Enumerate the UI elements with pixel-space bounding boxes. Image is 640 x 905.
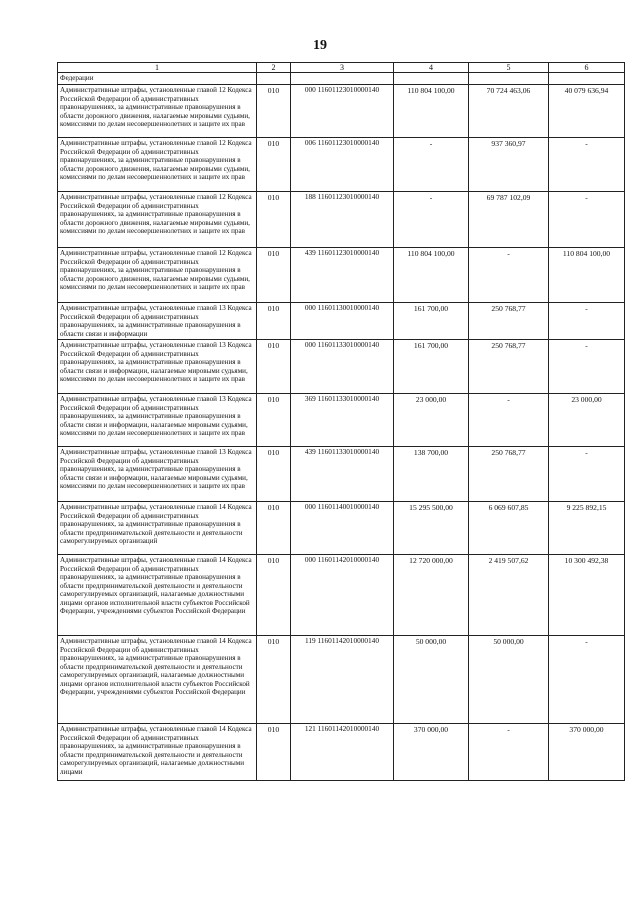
column-number: 2	[257, 63, 291, 73]
row-approved: 161 700,00	[394, 303, 469, 340]
row-name: Административные штрафы, установленные главой 12 Кодекса Российской Федерации об административных правонарушениях, за административные правонарушения в области дорожного движения, налагаемые мировыми судьями, комиссиями по делам несовершеннолетних и защите их прав	[58, 248, 257, 303]
column-number: 4	[394, 63, 469, 73]
row-executed: 937 360,97	[469, 138, 549, 192]
continuation-row	[58, 73, 625, 85]
row-name: Административные штрафы, установленные главой 14 Кодекса Российской Федерации об административных правонарушениях, за административные правонарушения в области предпринимательской деятельности и деятельности саморегулируемых организаций, налагаемые должностными лицами	[58, 724, 257, 781]
row-code: 010	[257, 192, 291, 248]
continuation-text: Федерации	[58, 73, 257, 85]
row-approved: -	[394, 138, 469, 192]
row-unexecuted: -	[549, 192, 625, 248]
row-code: 010	[257, 340, 291, 394]
row-kbk: 439 11601133010000140	[291, 447, 394, 502]
column-number: 3	[291, 63, 394, 73]
row-executed: 50 000,00	[469, 636, 549, 724]
table-row	[58, 248, 625, 303]
row-code: 010	[257, 724, 291, 781]
row-unexecuted: -	[549, 303, 625, 340]
row-approved: 15 295 500,00	[394, 502, 469, 555]
table-row	[58, 724, 625, 781]
row-executed: 69 787 102,09	[469, 192, 549, 248]
row-kbk: 000 11601130010000140	[291, 303, 394, 340]
row-unexecuted: 40 079 636,94	[549, 85, 625, 138]
row-unexecuted: -	[549, 340, 625, 394]
row-unexecuted: -	[549, 447, 625, 502]
row-kbk: 121 11601142010000140	[291, 724, 394, 781]
row-executed: 250 768,77	[469, 303, 549, 340]
table-row	[58, 394, 625, 447]
row-kbk: 439 11601123010000140	[291, 248, 394, 303]
row-executed: -	[469, 394, 549, 447]
row-unexecuted: 370 000,00	[549, 724, 625, 781]
row-approved: 110 804 100,00	[394, 85, 469, 138]
table-row	[58, 502, 625, 555]
row-approved: -	[394, 192, 469, 248]
table-row	[58, 340, 625, 394]
table-row	[58, 303, 625, 340]
row-unexecuted: -	[549, 636, 625, 724]
column-number: 5	[469, 63, 549, 73]
row-code: 010	[257, 636, 291, 724]
table-row	[58, 447, 625, 502]
row-executed: 250 768,77	[469, 340, 549, 394]
row-code: 010	[257, 85, 291, 138]
row-approved: 161 700,00	[394, 340, 469, 394]
table-row	[58, 192, 625, 248]
column-number-row	[58, 63, 625, 73]
row-kbk: 000 11601142010000140	[291, 555, 394, 636]
row-code: 010	[257, 303, 291, 340]
row-name: Административные штрафы, установленные главой 14 Кодекса Российской Федерации об административных правонарушениях, за административные правонарушения в области предпринимательской деятельности и деятельности саморегулируемых организаций, налагаемые должностными лицами органов исполнительной власти субъектов Российской Федерации, учреждениями субъектов Российской Федерации	[58, 555, 257, 636]
row-kbk: 188 11601123010000140	[291, 192, 394, 248]
row-approved: 138 700,00	[394, 447, 469, 502]
row-approved: 12 720 000,00	[394, 555, 469, 636]
row-name: Административные штрафы, установленные главой 14 Кодекса Российской Федерации об административных правонарушениях, за административные правонарушения в области предпринимательской деятельности и деятельности саморегулируемых организаций	[58, 502, 257, 555]
row-code: 010	[257, 248, 291, 303]
row-kbk: 000 11601133010000140	[291, 340, 394, 394]
column-number: 1	[58, 63, 257, 73]
row-unexecuted: 10 300 492,38	[549, 555, 625, 636]
row-name: Административные штрафы, установленные главой 12 Кодекса Российской Федерации об административных правонарушениях, за административные правонарушения в области дорожного движения, налагаемые мировыми судьями, комиссиями по делам несовершеннолетних и защите их прав	[58, 85, 257, 138]
row-executed: 70 724 463,06	[469, 85, 549, 138]
row-approved: 370 000,00	[394, 724, 469, 781]
row-name: Административные штрафы, установленные главой 12 Кодекса Российской Федерации об административных правонарушениях, за административные правонарушения в области дорожного движения, налагаемые мировыми судьями, комиссиями по делам несовершеннолетних и защите их прав	[58, 192, 257, 248]
row-code: 010	[257, 138, 291, 192]
row-approved: 110 804 100,00	[394, 248, 469, 303]
row-code: 010	[257, 555, 291, 636]
row-kbk: 000 11601123010000140	[291, 85, 394, 138]
row-code: 010	[257, 447, 291, 502]
report-table	[57, 62, 625, 781]
row-executed: -	[469, 724, 549, 781]
row-executed: 6 069 607,85	[469, 502, 549, 555]
row-name: Административные штрафы, установленные главой 13 Кодекса Российской Федерации об административных правонарушениях, за административные правонарушения в области связи и информации, налагаемые мировыми судьями, комиссиями по делам несовершеннолетних и защите их прав	[58, 394, 257, 447]
table-row	[58, 636, 625, 724]
row-unexecuted: 23 000,00	[549, 394, 625, 447]
row-unexecuted: 110 804 100,00	[549, 248, 625, 303]
row-unexecuted: 9 225 892,15	[549, 502, 625, 555]
row-name: Административные штрафы, установленные главой 14 Кодекса Российской Федерации об административных правонарушениях, за административные правонарушения в области предпринимательской деятельности и деятельности саморегулируемых организаций, налагаемые должностными лицами органов исполнительной власти субъектов Российской Федерации, учреждениями субъектов Российской Федерации	[58, 636, 257, 724]
row-name: Административные штрафы, установленные главой 13 Кодекса Российской Федерации об административных правонарушениях, за административные правонарушения в области связи и информации, налагаемые мировыми судьями, комиссиями по делам несовершеннолетних и защите их прав	[58, 447, 257, 502]
page-number: 19	[313, 38, 327, 53]
row-executed: 250 768,77	[469, 447, 549, 502]
row-approved: 50 000,00	[394, 636, 469, 724]
row-kbk: 000 11601140010000140	[291, 502, 394, 555]
table-row	[58, 85, 625, 138]
row-executed: 2 419 507,62	[469, 555, 549, 636]
column-number: 6	[549, 63, 625, 73]
row-kbk: 006 11601123010000140	[291, 138, 394, 192]
row-name: Административные штрафы, установленные главой 12 Кодекса Российской Федерации об административных правонарушениях, за административные правонарушения в области дорожного движения, налагаемые мировыми судьями, комиссиями по делам несовершеннолетних и защите их прав	[58, 138, 257, 192]
row-name: Административные штрафы, установленные главой 13 Кодекса Российской Федерации об административных правонарушениях, за административные правонарушения в области связи и информации, налагаемые мировыми судьями, комиссиями по делам несовершеннолетних и защите их прав	[58, 340, 257, 394]
table-row	[58, 138, 625, 192]
row-unexecuted: -	[549, 138, 625, 192]
table-row	[58, 555, 625, 636]
row-name: Административные штрафы, установленные главой 13 Кодекса Российской Федерации об административных правонарушениях, за административные правонарушения в области связи и информации	[58, 303, 257, 340]
row-kbk: 119 11601142010000140	[291, 636, 394, 724]
row-executed: -	[469, 248, 549, 303]
row-approved: 23 000,00	[394, 394, 469, 447]
row-code: 010	[257, 394, 291, 447]
row-code: 010	[257, 502, 291, 555]
row-kbk: 369 11601133010000140	[291, 394, 394, 447]
